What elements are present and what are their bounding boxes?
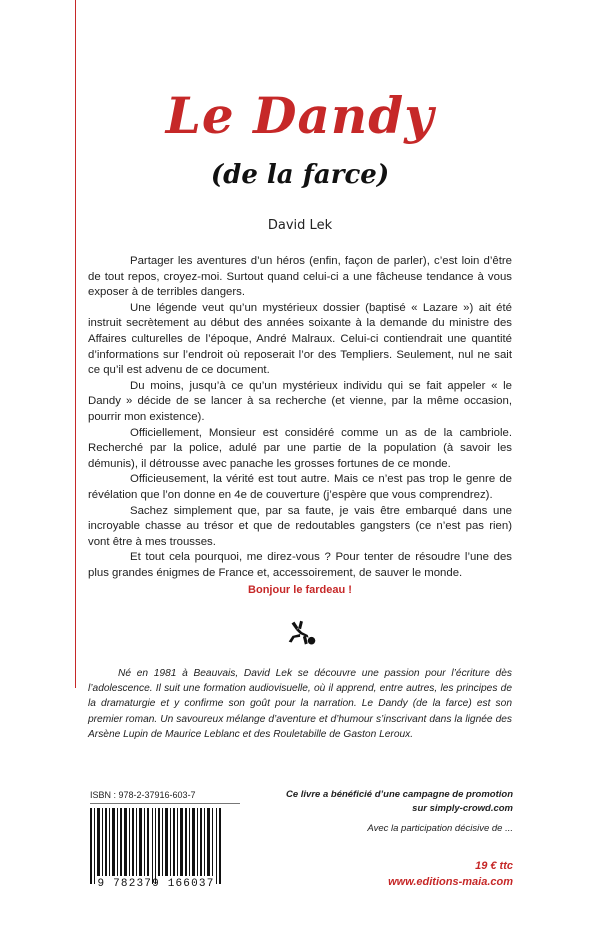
summary-paragraph: Officiellement, Monsieur est considéré comme un as de la cambriole. Recherché par la police, adulé par une partie de la population (à savoir les démunis), il détrousse avec panache les grosses fortunes de ce monde. xyxy=(88,426,512,470)
promo-text xyxy=(250,788,513,816)
summary-text xyxy=(88,254,512,581)
participation-text: Avec la participation décisive de ... xyxy=(367,823,513,834)
summary-paragraph: Du moins, jusqu’à ce qu’un mystérieux individu qui se fait appeler « le Dandy » décide de se lancer à sa recherche (et vienne, par la même occasion, pourrir mon existence). xyxy=(88,379,512,423)
author-bio xyxy=(88,666,512,742)
price-label: 19 € ttc xyxy=(475,860,513,872)
publisher-website[interactable]: www.editions-maia.com xyxy=(388,876,513,888)
book-title: Le Dandy xyxy=(165,86,435,145)
falling-man-icon xyxy=(283,615,321,653)
book-subtitle: (de la farce) xyxy=(210,160,390,190)
barcode-digits: 9 782379 166037 xyxy=(97,878,215,890)
summary-paragraph: Sachez simplement que, par sa faute, je vais être embarqué dans une incroyable chasse au trésor et que de redoutables gangsters (ce n’est pas rien) vont être à mes trousses. xyxy=(88,504,512,548)
summary-paragraph: Et tout cela pourquoi, me direz-vous ? Pour tenter de résoudre l’une des plus grandes énigmes de France et, accessoirement, de sauver le monde. xyxy=(88,551,512,579)
isbn-underline xyxy=(90,803,240,804)
summary-paragraph: Officieusement, la vérité est tout autre. Mais ce n’est pas trop le genre de révélation que l’on donne en 4e de couverture (j’espère que vous comprendrez). xyxy=(88,473,512,501)
isbn-label: ISBN : 978-2-37916-603-7 xyxy=(90,790,196,800)
author-name: David Lek xyxy=(267,218,333,233)
vertical-rule xyxy=(75,0,76,688)
summary-paragraph: Une légende veut qu’un mystérieux dossier (baptisé « Lazare ») ait été instruit secrètement au début des années soixante à la demande du ministre des Affaires culturelles de l’époque, André Malraux. Celui-ci contiendrait une quantité d’informations sur l’endroit où reposerait l’or des Templiers. Seulement, nul ne sait ce qu’il est advenu de ce document. xyxy=(88,301,512,377)
tagline: Bonjour le fardeau ! xyxy=(248,584,352,596)
author-bio-paragraph: Né en 1981 à Beauvais, David Lek se découvre une passion pour l’écriture dès l’adolescence. Il suit une formation audiovisuelle, où il apprend, entre autres, les principes de la dramaturgie et y confirme son goût pour la narration. Le Dandy (de la farce) est son premier roman. Un savoureux mélange d’aventure et d’humour s’inscrivant dans la lignée des Arsène Lupin de Maurice Leblanc et des Rouletabille de Gaston Leroux. xyxy=(88,668,512,740)
summary-paragraph: Partager les aventures d’un héros (enfin, façon de parler), c’est loin d’être de tout repos, croyez-moi. Surtout quand celui-ci a une fâcheuse tendance à vous exposer à de terribles dangers. xyxy=(88,255,512,299)
promo-line-2: sur simply-crowd.com xyxy=(412,803,513,814)
barcode xyxy=(90,808,222,888)
promo-line-1: Ce livre a bénéficié d’une campagne de promotion xyxy=(286,789,513,800)
